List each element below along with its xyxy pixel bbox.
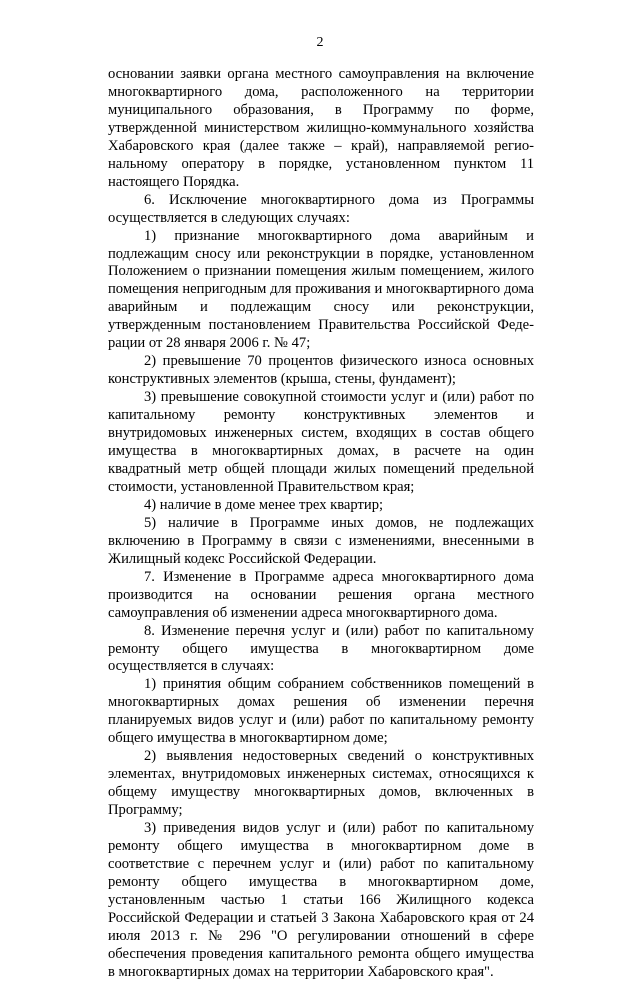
page-number: 2 bbox=[316, 35, 324, 50]
clause-8-item-3: 3) приведения видов услуг и (или) работ по капитальному ремонту общего имущества в многоквартирном доме в соответствие с перечнем услуг и (или) работ по капитальному ремонту общего имущества в многоквартирном доме, установленным частью 1 статьи 166 Жилищного кодекса Российской Федерации и статьей 3 Закона Хабаровского края от 24 июля 2013 г. № 296 "О регулировании отношений в сфере обеспечения проведения капитального ремонта общего имущества в многоквартирных домах на территории Хабаровского края". bbox=[108, 820, 534, 980]
paragraph-clause-8: 8. Изменение перечня услуг и (или) работ по капитальному ремонту общего имущества в многоквартирном доме осуществляется в случаях: bbox=[108, 622, 534, 675]
document-body bbox=[108, 66, 534, 982]
clause-8-item-2: 2) выявления недостоверных сведений о конструктивных элементах, внутридомовых инженерных системах, относящихся к общему имуществу многоквартирных домов, включенных в Программу; bbox=[108, 748, 534, 819]
paragraph-continuation: основании заявки органа местного самоуправления на включение многоквартирного дома, расположенного на территории муниципального образования, в Программу по форме, утвержденной министерством жилищно-коммунального хозяйства Хабаровского края (далее также – край), направляемой региональному оператору в порядке, установленном пунктом 11 настоящего Порядка. bbox=[108, 66, 534, 190]
clause-6-item-1: 1) признание многоквартирного дома аварийным и подлежащим сносу или реконструкции в порядке, установленном Положением о признании помещения жилым помещением, жилого помещения непригодным для проживания и многоквартирного дома аварийным и подлежащим сносу или реконструкции, утвержденным постановлением Правительства Российской Федерации от 28 января 2006 г. № 47; bbox=[108, 227, 534, 352]
clause-6-item-2: 2) превышение 70 процентов физического износа основных конструктивных элементов (крыша, стены, фундамент); bbox=[108, 353, 534, 388]
paragraph-clause-6: 6. Исключение многоквартирного дома из Программы осуществляется в следующих случаях: bbox=[108, 191, 534, 226]
clause-6-item-5: 5) наличие в Программе иных домов, не подлежащих включению в Программу в связи с изменениями, внесенными в Жилищный кодекс Российской Федерации. bbox=[108, 514, 534, 567]
paragraph-clause-7: 7. Изменение в Программе адреса многоквартирного дома производится на основании решения органа местного самоуправления об изменении адреса многоквартирного дома. bbox=[108, 568, 534, 621]
clause-8-item-1: 1) принятия общим собранием собственников помещений в многоквартирных домах решения об изменении перечня планируемых видов услуг и (или) работ по капитальному ремонту общего имущества в многоквартирном доме; bbox=[108, 676, 534, 747]
clause-6-item-4: 4) наличие в доме менее трех квартир; bbox=[144, 496, 384, 513]
clause-6-item-3: 3) превышение совокупной стоимости услуг и (или) работ по капитальному ремонту конструктивных элементов и внутридомовых инженерных систем, входящих в состав общего имущества в многоквартирных домах, в расчете на один квадратный метр общей площади жилых помещений предельной стоимости, установленной Правительством края; bbox=[108, 389, 534, 495]
